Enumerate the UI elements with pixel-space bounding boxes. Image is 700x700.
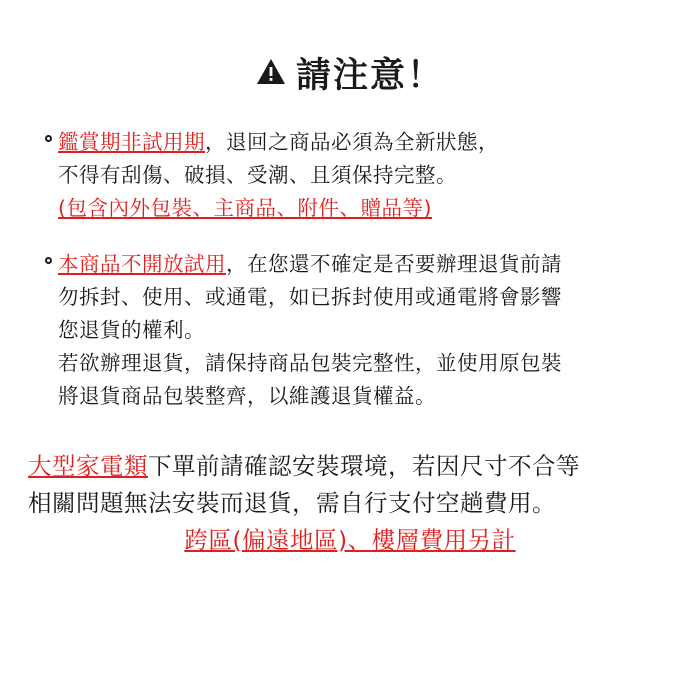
footer-plain: 下單前請確認安裝環境，若因尺寸不合等 xyxy=(148,451,580,480)
footer-line-last xyxy=(28,522,672,559)
list-item xyxy=(38,126,672,226)
notice-line xyxy=(58,248,672,281)
footer-line xyxy=(28,485,672,522)
notice-plain: ，退回之商品必須為全新狀態， xyxy=(205,130,499,154)
notice-line xyxy=(58,192,672,225)
footer-line xyxy=(28,448,672,485)
notice-line xyxy=(58,314,672,347)
notice-plain: 將退貨商品包裝整齊，以維護退貨權益。 xyxy=(58,384,436,409)
footer-highlight: 跨區(偏遠地區)、樓層費用另計 xyxy=(184,525,516,554)
notice-highlight: 鑑賞期非試用期 xyxy=(58,130,205,154)
footer-plain: 相關問題無法安裝而退貨，需自行支付空趟費用。 xyxy=(28,488,556,517)
notice-line xyxy=(58,126,672,159)
notice-highlight: (包含內外包裝、主商品、附件、贈品等) xyxy=(58,196,432,221)
notice-text-1 xyxy=(58,126,672,226)
notice-line xyxy=(58,281,672,314)
notice-line xyxy=(58,380,672,413)
bullet-icon xyxy=(38,126,58,142)
notice-list xyxy=(38,126,672,414)
page-title-text: 請注意！ xyxy=(295,56,444,96)
list-item xyxy=(38,248,672,414)
notice-line xyxy=(58,159,672,192)
bullet-icon xyxy=(38,248,58,264)
footer-highlight: 大型家電類 xyxy=(28,451,148,480)
page-title xyxy=(28,48,672,98)
notice-highlight: 本商品不開放試用 xyxy=(58,251,226,276)
warning-triangle-icon xyxy=(256,58,286,89)
footer-notice xyxy=(28,448,672,559)
notice-plain: 不得有刮傷、破損、受潮、且須保持完整。 xyxy=(58,163,457,188)
notice-plain: 您退貨的權利。 xyxy=(58,318,205,343)
notice-plain: 若欲辦理退貨，請保持商品包裝完整性，並使用原包裝 xyxy=(58,351,562,376)
notice-plain: ，在您還不確定是否要辦理退貨前請 xyxy=(226,251,562,276)
notice-line xyxy=(58,347,672,380)
notice-text-2 xyxy=(58,248,672,414)
notice-plain: 勿拆封、使用、或通電，如已拆封使用或通電將會影響 xyxy=(58,284,562,309)
